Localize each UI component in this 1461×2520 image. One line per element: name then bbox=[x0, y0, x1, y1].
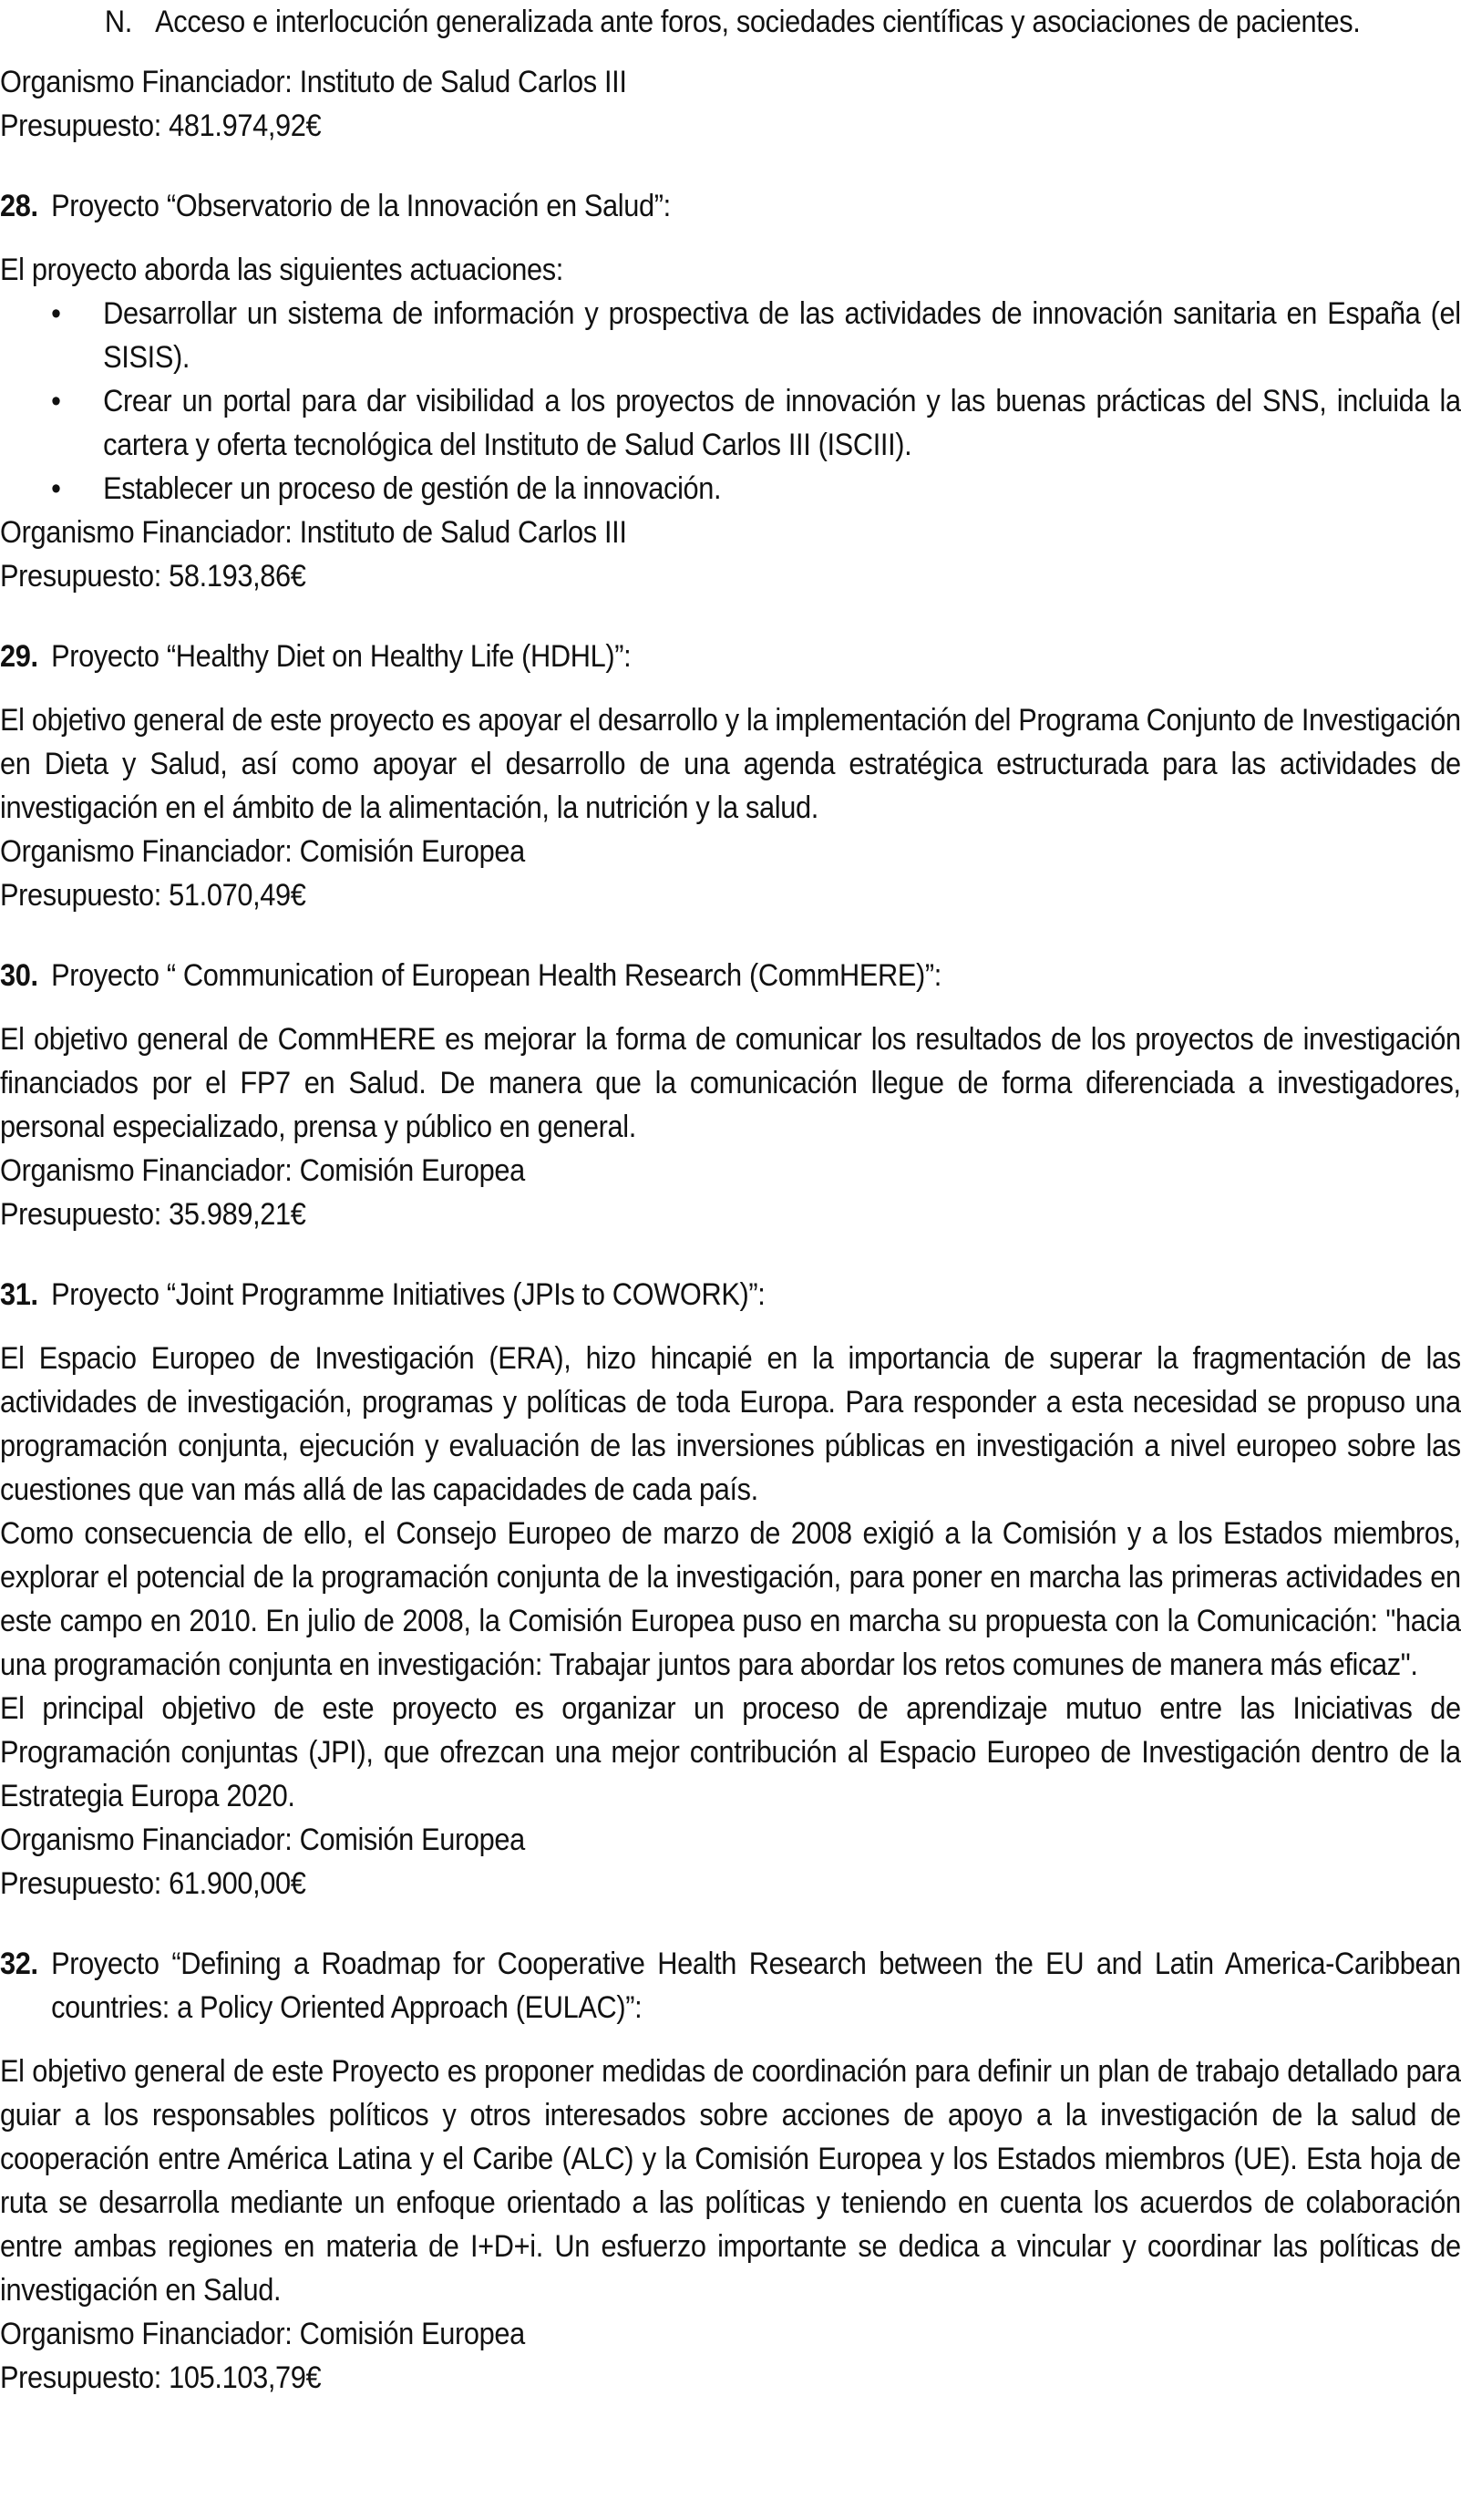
project-paragraph: El objetivo general de este proyecto es apoyar el desarrollo y la implementación del Programa Conjunto de Investigación en Dieta y Salud, así como apoyar el desarrollo de una agenda estratégica estructurada para las actividades de investigación en el ámbito de la alimentación, la nutrición y la salud. bbox=[0, 703, 1461, 825]
budget-line: Presupuesto: 105.103,79€ bbox=[0, 2360, 322, 2395]
project-paragraph: El objetivo general de este Proyecto es proponer medidas de coordinación para definir un plan de trabajo detallado para guiar a los responsables políticos y otros interesados sobre acciones de apoyo a la investigación de la salud de cooperación entre América Latina y el Caribe (ALC) y la Comisión Europea y los Estados miembros (UE). Esta hoja de ruta se desarrolla mediante un enfoque orientado a las políticas y teniendo en cuenta los acuerdos de colaboración entre ambas regiones en materia de I+D+i. Un esfuerzo importante se dedica a vincular y coordinar las políticas de investigación en Salud. bbox=[0, 2054, 1461, 2308]
project-paragraph: El Espacio Europeo de Investigación (ERA), hizo hincapié en la importancia de superar la fragmentación de las actividades de investigación, programas y políticas de toda Europa. Para responder a esta necesidad se propuso una programación conjunta, ejecución y evaluación de las inversiones públicas en investigación a nivel europeo sobre las cuestiones que van más allá de las capacidades de cada país. bbox=[0, 1341, 1461, 1507]
budget-line: Presupuesto: 481.974,92€ bbox=[0, 108, 322, 143]
project-heading-29 bbox=[0, 635, 1461, 678]
funder-line: Organismo Financiador: Instituto de Salud Carlos III bbox=[0, 65, 627, 99]
budget-line: Presupuesto: 61.900,00€ bbox=[0, 1866, 306, 1901]
funder-line: Organismo Financiador: Comisión Europea bbox=[0, 2317, 525, 2351]
project-title: Proyecto “Healthy Diet on Healthy Life (HDHL)”: bbox=[51, 639, 632, 674]
project-number: 28. bbox=[0, 189, 38, 223]
project-number: 30. bbox=[0, 958, 38, 993]
project-heading-28 bbox=[0, 184, 1461, 228]
budget-line: Presupuesto: 58.193,86€ bbox=[0, 559, 306, 594]
funder-line: Organismo Financiador: Comisión Europea bbox=[0, 834, 525, 869]
bullet-dot: • bbox=[51, 384, 61, 418]
project-paragraph: El objetivo general de CommHERE es mejorar la forma de comunicar los resultados de los proyectos de investigación financiados por el FP7 en Salud. De manera que la comunicación llegue de forma diferenciada a investigadores, personal especializado, prensa y público en general. bbox=[0, 1022, 1461, 1144]
bullet-text: Crear un portal para dar visibilidad a los proyectos de innovación y las buenas prácticas del SNS, incluida la cartera y oferta tecnológica del Instituto de Salud Carlos III (ISCIII). bbox=[103, 384, 1461, 462]
bullet-text: Establecer un proceso de gestión de la innovación. bbox=[103, 471, 722, 506]
bullet-list bbox=[0, 292, 1461, 511]
project-number: 31. bbox=[0, 1277, 38, 1312]
bullet-dot: • bbox=[51, 471, 61, 506]
funder-line: Organismo Financiador: Instituto de Salud Carlos III bbox=[0, 515, 627, 550]
project-number: 29. bbox=[0, 639, 38, 674]
bullet-item bbox=[51, 379, 1461, 467]
budget-line: Presupuesto: 35.989,21€ bbox=[0, 1197, 306, 1232]
bullet-text: Desarrollar un sistema de información y prospectiva de las actividades de innovación sanitaria en España (el SISIS). bbox=[103, 296, 1461, 375]
list-marker: N. bbox=[104, 5, 132, 39]
project-paragraph: El principal objetivo de este proyecto es organizar un proceso de aprendizaje mutuo entre las Iniciativas de Programación conjuntas (JPI), que ofrezcan una mejor contribución al Espacio Europeo de Investigación dentro de la Estrategia Europa 2020. bbox=[0, 1691, 1461, 1813]
project-heading-32 bbox=[0, 1942, 1461, 2029]
funder-line: Organismo Financiador: Comisión Europea bbox=[0, 1153, 525, 1188]
project-title: Proyecto “Defining a Roadmap for Cooperative Health Research between the EU and Latin America-Caribbean countries: a Policy Oriented Approach (EULAC)”: bbox=[51, 1947, 1461, 2025]
list-item-text: Acceso e interlocución generalizada ante foros, sociedades científicas y asociaciones de pacientes. bbox=[155, 5, 1361, 39]
project-heading-31 bbox=[0, 1273, 1461, 1317]
project-title: Proyecto “ Communication of European Health Research (CommHERE)”: bbox=[51, 958, 941, 993]
project-paragraph: Como consecuencia de ello, el Consejo Europeo de marzo de 2008 exigió a la Comisión y a los Estados miembros, explorar el potencial de la programación conjunta de la investigación, para poner en marcha las primeras actividades en este campo en 2010. En julio de 2008, la Comisión Europea puso en marcha su propuesta con la Comunicación: "hacia una programación conjunta en investigación: Trabajar juntos para abordar los retos comunes de manera más eficaz". bbox=[0, 1516, 1461, 1682]
bullet-item bbox=[51, 467, 1461, 511]
budget-line: Presupuesto: 51.070,49€ bbox=[0, 878, 306, 913]
project-lead: El proyecto aborda las siguientes actuaciones: bbox=[0, 253, 563, 287]
project-title: Proyecto “Joint Programme Initiatives (JPIs to COWORK)”: bbox=[51, 1277, 766, 1312]
project-title: Proyecto “Observatorio de la Innovación en Salud”: bbox=[51, 189, 671, 223]
list-item-n bbox=[0, 0, 1461, 44]
project-heading-30 bbox=[0, 954, 1461, 997]
bullet-dot: • bbox=[51, 296, 61, 331]
project-number: 32. bbox=[0, 1947, 38, 1981]
bullet-item bbox=[51, 292, 1461, 379]
funder-line: Organismo Financiador: Comisión Europea bbox=[0, 1823, 525, 1857]
